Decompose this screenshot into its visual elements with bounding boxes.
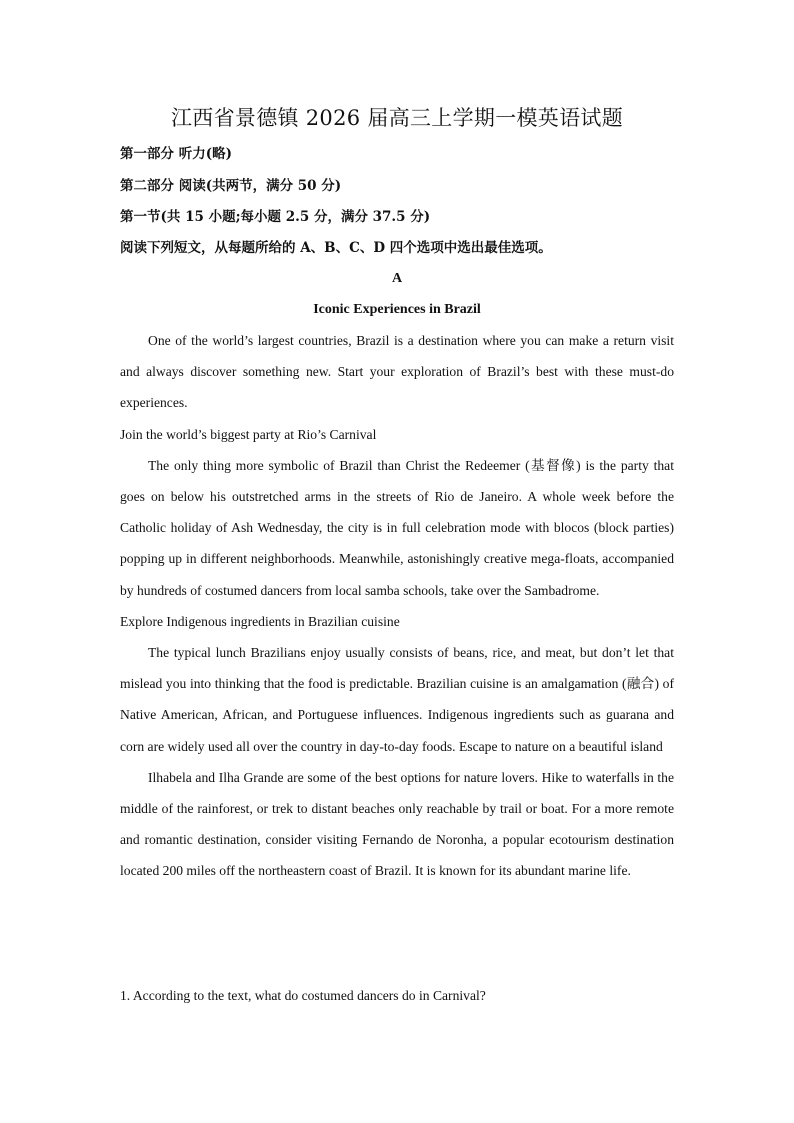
instructions: 阅读下列短文，从每题所给的 A、B、C、D 四个选项中选出最佳选项。 <box>120 240 552 256</box>
island-paragraph: Ilhabela and Ilha Grande are some of the best options for nature lovers. Hike to waterfalls in the middle of the rainforest, or trek to distant beaches only reachable by trail or boat. For a more remote and romantic destination, consider visiting Fernando de Noronha, a popular ecotourism destination located 200 miles off the northeastern coast of Brazil. It is known for its abundant marine life. <box>120 769 674 879</box>
passage-body <box>120 325 674 887</box>
subheading-carnival: Join the world’s biggest party at Rio’s Carnival <box>120 426 377 442</box>
carnival-paragraph: The only thing more symbolic of Brazil than Christ the Redeemer (基督像) is the party that goes on below his outstretched arms in the streets of Rio de Janeiro. A whole week before the Catholic holiday of Ash Wednesday, the city is in full celebration mode with blocos (block parties) popping up in different neighborhoods. Meanwhile, astonishingly creative mega-floats, accompanied by hundreds of costumed dancers from local samba schools, take over the Sambadrome. <box>120 457 674 598</box>
part-two-heading: 第二部分 阅读(共两节，满分 50 分) <box>120 178 342 194</box>
exam-title: 江西省景德镇 2026 届高三上学期一模英语试题 <box>171 106 623 130</box>
cuisine-paragraph: The typical lunch Brazilians enjoy usually consists of beans, rice, and meat, but don’t let that mislead you into thinking that the food is predictable. Brazilian cuisine is an amalgamation (融合) of Native American, African, and Portuguese influences. Indigenous ingredients such as guarana and corn are widely used all over the country in day-to-day foods. Escape to nature on a beautiful island <box>120 645 674 754</box>
intro-paragraph: One of the world’s largest countries, Brazil is a destination where you can make a return visit and always discover something new. Start your exploration of Brazil’s best with these must-do experiences. <box>120 333 674 411</box>
part-one-heading: 第一部分 听力(略) <box>120 146 232 162</box>
passage-label: A <box>391 271 403 286</box>
passage-heading: Iconic Experiences in Brazil <box>313 302 481 317</box>
subheading-cuisine: Explore Indigenous ingredients in Brazilian cuisine <box>120 613 400 629</box>
section-one-heading: 第一节(共 15 小题;每小题 2.5 分，满分 37.5 分) <box>120 209 431 225</box>
question-1: 1. According to the text, what do costumed dancers do in Carnival? <box>120 988 486 1003</box>
